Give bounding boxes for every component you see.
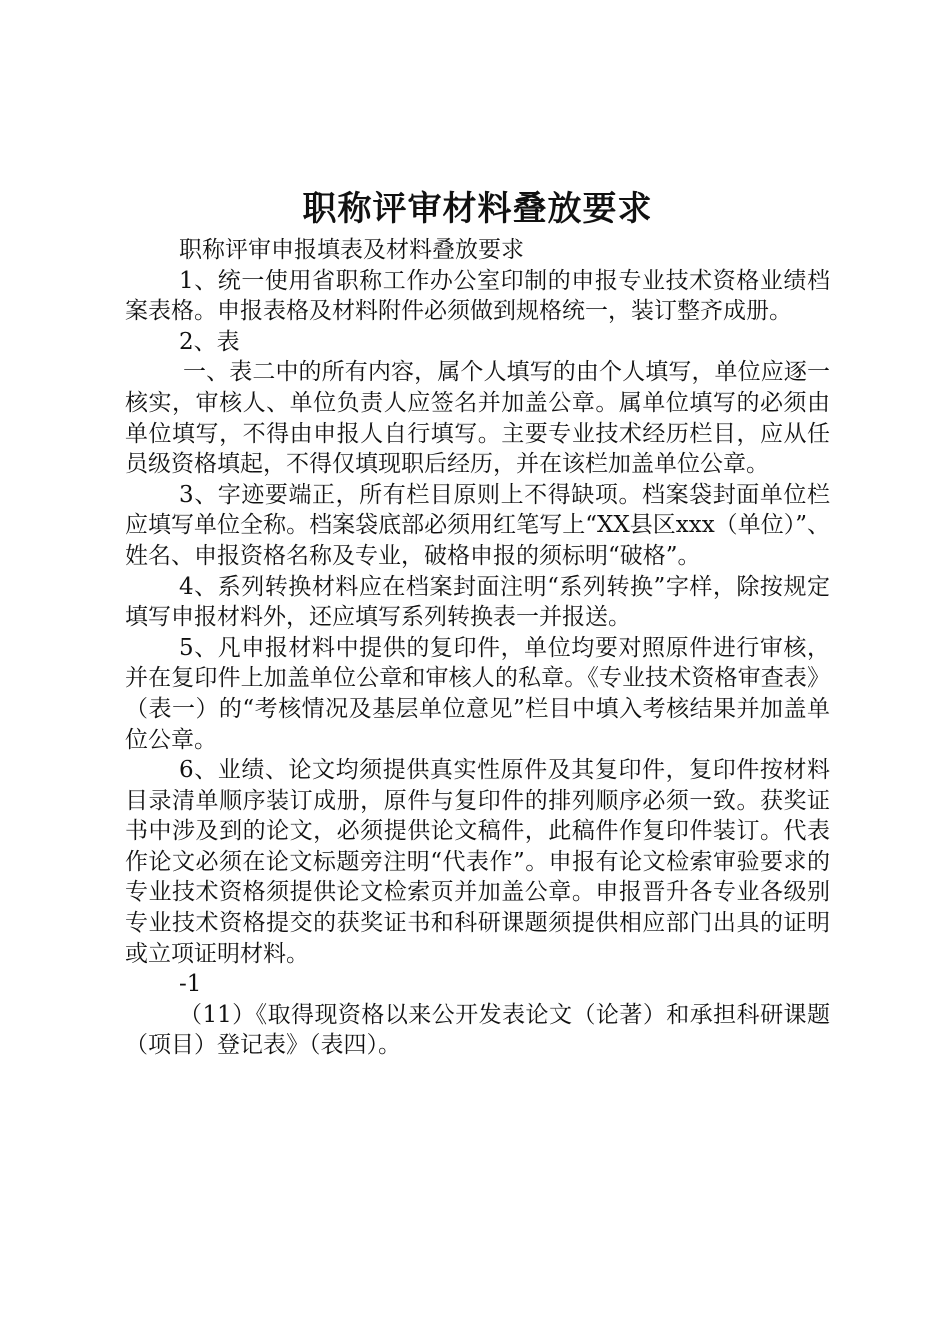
- document-title: 职称评审材料叠放要求: [302, 189, 653, 229]
- paragraph-subtitle: 职称评审申报填表及材料叠放要求: [179, 237, 524, 263]
- document-body: [125, 235, 830, 1061]
- paragraph-item-5: 5、凡申报材料中提供的复印件，单位均要对照原件进行审核，并在复印件上加盖单位公章和审核人的私章。《专业技术资格审查表》（表一）的“考核情况及基层单位意见”栏目中填入考核结果并加盖单位公章。: [125, 634, 830, 753]
- paragraph-item-1: 1、统一使用省职称工作办公室印制的申报专业技术资格业绩档案表格。申报表格及材料附件必须做到规格统一，装订整齐成册。: [125, 267, 830, 325]
- paragraph-table-one-two: 一、表二中的所有内容，属个人填写的由个人填写，单位应逐一核实，审核人、单位负责人应签名并加盖公章。属单位填写的必须由单位填写，不得由申报人自行填写。主要专业技术经历栏目，应从任员级资格填起，不得仅填现职后经历，并在该栏加盖单位公章。: [125, 359, 830, 478]
- paragraph-item-2: 2、表: [179, 328, 240, 355]
- paragraph-item-6: 6、业绩、论文均须提供真实性原件及其复印件，复印件按材料目录清单顺序装订成册，原件与复印件的排列顺序必须一致。获奖证书中涉及到的论文，必须提供论文稿件，此稿件作复印件装订。代表作论文必须在论文标题旁注明“代表作”。申报有论文检索审验要求的专业技术资格须提供论文检索页并加盖公章。申报晋升各专业各级别专业技术资格提交的获奖证书和科研课题须提供相应部门出具的证明或立项证明材料。: [125, 757, 830, 967]
- paragraph-item-11: （11）《取得现资格以来公开发表论文（论著）和承担科研课题（项目）登记表》（表四）。: [125, 1001, 830, 1059]
- document-page: [125, 0, 830, 1061]
- paragraph-item-4: 4、系列转换材料应在档案封面注明“系列转换”字样，除按规定填写申报材料外，还应填写系列转换表一并报送。: [125, 573, 830, 631]
- paragraph-page-marker: -1: [179, 971, 202, 998]
- paragraph-item-3: 3、字迹要端正，所有栏目原则上不得缺项。档案袋封面单位栏应填写单位全称。档案袋底部必须用红笔写上“XX县区xxx（单位）”、姓名、申报资格名称及专业，破格申报的须标明“破格”。: [125, 481, 830, 569]
